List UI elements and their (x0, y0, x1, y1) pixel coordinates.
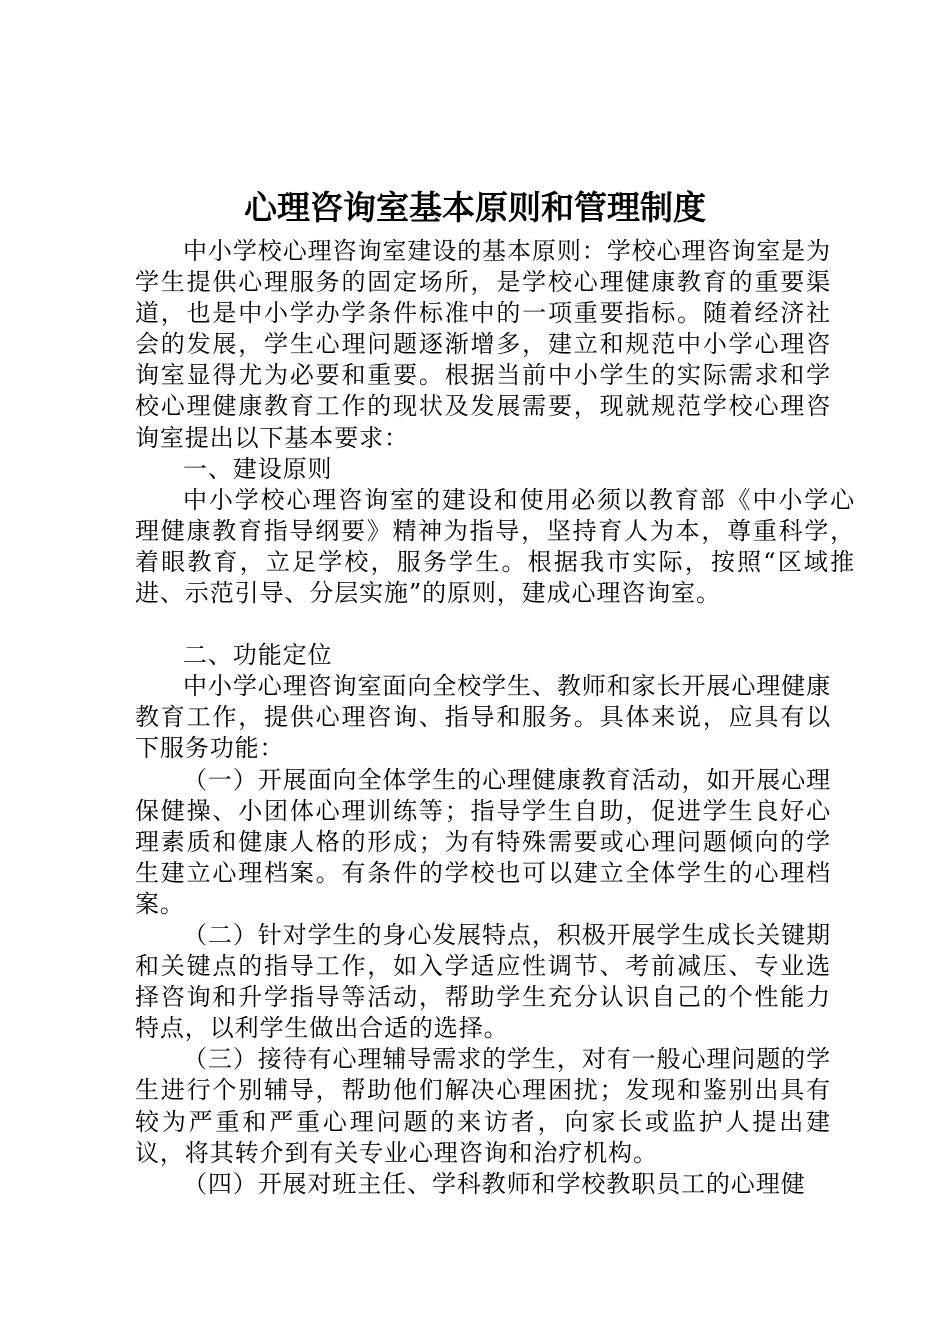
paragraph-item-3: （三）接待有心理辅导需求的学生，对有一般心理问题的学生进行个别辅导，帮助他们解决心理困扰；发现和鉴别出具有较为严重和严重心理问题的来访者，向家长或监护人提出建议，将其转介到有关专业心理咨询和治疗机构。 (135, 1045, 831, 1167)
paragraph-item-1: （一）开展面向全体学生的心理健康教育活动，如开展心理保健操、小团体心理训练等；指导学生自助，促进学生良好心理素质和健康人格的形成；为有特殊需要或心理问题倾向的学生建立心理档案。有条件的学校也可以建立全体学生的心理档案。 (135, 765, 831, 918)
paragraph-construction-principles: 中小学校心理咨询室的建设和使用必须以教育部《中小学心理健康教育指导纲要》精神为指导，坚持育人为本，尊重科学，着眼教育，立足学校，服务学生。根据我市实际，按照“区域推进、示范引导、分层实施”的原则，建成心理咨询室。 (135, 485, 855, 608)
document-body (135, 236, 855, 1200)
paragraph-item-4: （四）开展对班主任、学科教师和学校教职员工的心理健 (183, 1169, 806, 1198)
paragraph-intro: 中小学校心理咨询室建设的基本原则：学校心理咨询室是为学生提供心理服务的固定场所，是学校心理健康教育的重要渠道，也是中小学办学条件标准中的一项重要指标。随着经济社会的发展，学生心理问题逐渐增多，建立和规范中小学心理咨询室显得尤为必要和重要。根据当前中小学生的实际需求和学校心理健康教育工作的现状及发展需要，现就规范学校心理咨询室提出以下基本要求： (135, 237, 831, 452)
paragraph-item-2: （二）针对学生的身心发展特点，积极开展学生成长关键期和关键点的指导工作，如入学适应性调节、考前减压、专业选择咨询和升学指导等活动，帮助学生充分认识自己的个性能力特点，以利学生做出合适的选择。 (135, 920, 831, 1043)
section-heading-construction-principles: 一、建设原则 (183, 454, 333, 483)
section-heading-function-positioning: 二、功能定位 (183, 641, 333, 670)
document-title: 心理咨询室基本原则和管理制度 (244, 188, 706, 227)
blank-line (135, 609, 831, 640)
paragraph-function-intro: 中小学心理咨询室面向全校学生、教师和家长开展心理健康教育工作，提供心理咨询、指导和服务。具体来说，应具有以下服务功能： (135, 672, 831, 763)
